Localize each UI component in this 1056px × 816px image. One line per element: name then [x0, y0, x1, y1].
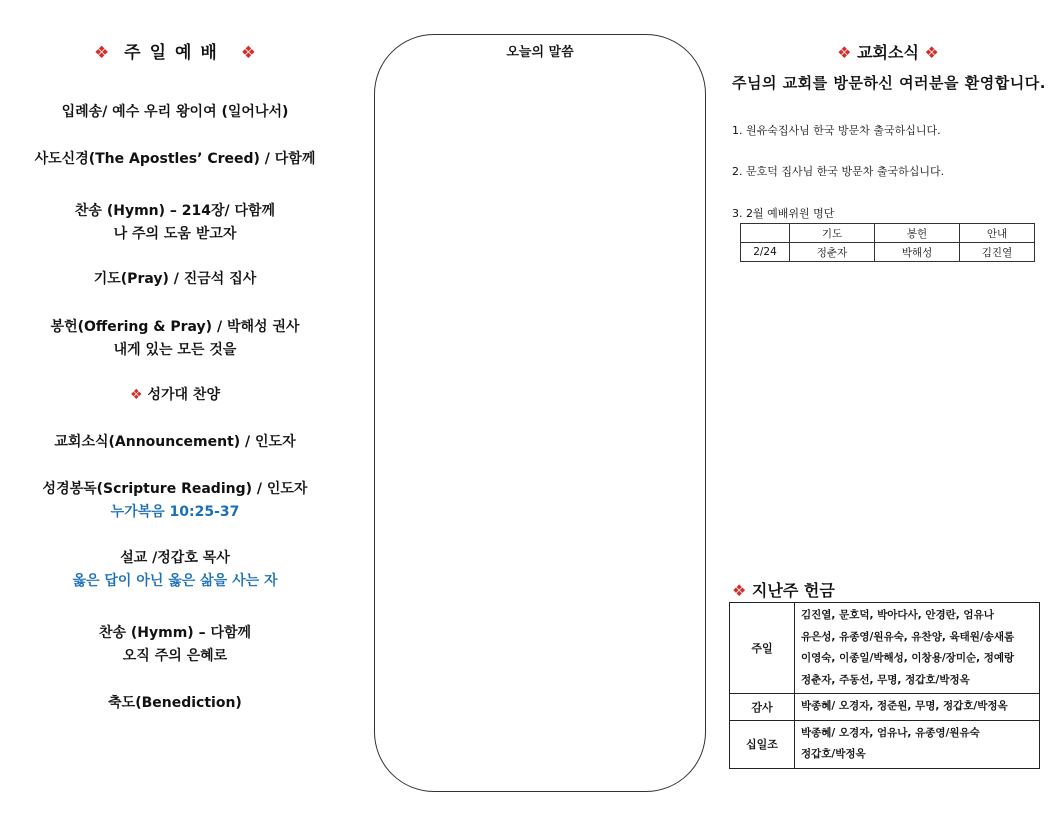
diamond-icon: ❖ — [732, 581, 747, 600]
offering-table — [729, 602, 1040, 769]
worship-committee-table — [740, 223, 1035, 262]
diamond-icon: ❖ — [130, 387, 143, 403]
notice-2: 2. 문호덕 집사님 한국 방문차 출국하십니다. — [732, 165, 945, 178]
worship-title-text: 주일예배 — [124, 43, 226, 63]
offering-category: 주일 — [730, 603, 795, 694]
sermon-title: 옳은 답이 아닌 옳은 삶을 사는 자 — [72, 573, 278, 589]
order-of-worship — [0, 0, 350, 816]
todays-word-panel — [374, 34, 706, 792]
scripture-reference: 누가복음 10:25-37 — [110, 504, 240, 520]
table-row — [730, 603, 1040, 694]
hymn-1: 찬송 (Hymn) – 214장/ 다함께 나 주의 도움 받고자 — [74, 203, 276, 242]
offering-names: 김진열, 문호덕, 박아다사, 안경란, 엄유나 유은성, 유종영/원유숙, 유찬양, 육태원/송새롬 이영숙, 이종일/박해성, 이창용/장미순, 정예랑 정춘자, 주동선, 무명, 정갑호/박정옥 — [795, 603, 1040, 694]
prayer: 기도(Pray) / 진금석 집사 — [93, 271, 257, 287]
processional: 입례송/ 예수 우리 왕이여 (일어나서) — [61, 104, 289, 120]
hymn-2: 찬송 (Hymm) – 다함께 오직 주의 은혜로 — [98, 625, 252, 664]
offering-category: 감사 — [730, 694, 795, 721]
scripture-reading: 성경봉독(Scripture Reading) / 인도자 누가복음 10:25-37 — [0, 478, 350, 524]
offering-names: 박종혜/ 오경자, 정준원, 무명, 정갑호/박정옥 — [795, 694, 1040, 721]
church-news — [720, 0, 1056, 816]
sermon: 설교 /정갑호 목사 옳은 답이 아닌 옳은 삶을 사는 자 — [0, 547, 350, 593]
worship-title — [0, 38, 350, 63]
offering-title: ❖ 지난주 헌금 — [732, 581, 835, 600]
announcement: 교회소식(Announcement) / 인도자 — [54, 434, 296, 450]
apostles-creed: 사도신경(The Apostles’ Creed) / 다함께 — [34, 151, 316, 167]
benediction: 축도(Benediction) — [108, 695, 242, 711]
notice-3: 3. 2월 예배위원 명단 — [732, 207, 835, 220]
diamond-icon: ❖ — [837, 43, 852, 62]
offering-category: 십일조 — [730, 720, 795, 768]
offering-names: 박종혜/ 오경자, 엄유나, 유종영/원유숙 정갑호/박정옥 — [795, 720, 1040, 768]
choir-anthem: ❖ 성가대 찬양 — [130, 387, 220, 403]
table-row: 2/24 정춘자 박해성 김진열 — [741, 243, 1035, 262]
diamond-icon: ❖ — [240, 43, 257, 63]
table-row — [730, 694, 1040, 721]
notice-1: 1. 원유숙집사님 한국 방문차 출국하십니다. — [732, 124, 941, 137]
table-row: 기도 봉헌 안내 — [741, 224, 1035, 243]
welcome-message: 주님의 교회를 방문하신 여러분을 환영합니다. — [732, 74, 1046, 92]
church-news-title: ❖ 교회소식 ❖ — [837, 43, 939, 62]
table-row — [730, 720, 1040, 768]
diamond-icon: ❖ — [924, 43, 939, 62]
offering: 봉헌(Offering & Pray) / 박해성 권사 내게 있는 모든 것을 — [50, 319, 300, 358]
diamond-icon: ❖ — [93, 43, 110, 63]
todays-word-title: 오늘의 말씀 — [506, 45, 574, 60]
